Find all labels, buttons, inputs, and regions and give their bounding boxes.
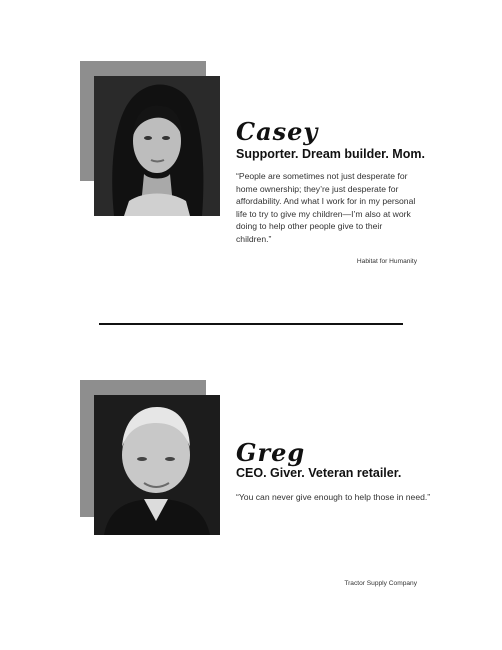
profile-source-greg: Tractor Supply Company — [344, 580, 417, 587]
portrait-casey-image — [94, 76, 220, 216]
profile-quote-casey: “People are sometimes not just desperate for home ownership; they’re just desperate for affordability. And what I work for in my personal life to try to give my children—I’m also at work doing to help other people give to their children.” — [236, 171, 416, 244]
portrait-greg — [94, 395, 220, 535]
portrait-casey — [94, 76, 220, 216]
profile-name-casey: Casey — [236, 117, 319, 146]
profile-source-casey: Habitat for Humanity — [356, 258, 417, 265]
profile-tagline-greg: CEO. Giver. Veteran retailer. — [236, 466, 402, 480]
portrait-greg-image — [94, 395, 220, 535]
profile-tagline-casey: Supporter. Dream builder. Mom. — [236, 147, 425, 161]
section-divider — [99, 323, 403, 325]
profile-name-greg: Greg — [236, 438, 306, 467]
profile-quote-greg: “You can never give enough to help those in need.” — [236, 492, 431, 502]
